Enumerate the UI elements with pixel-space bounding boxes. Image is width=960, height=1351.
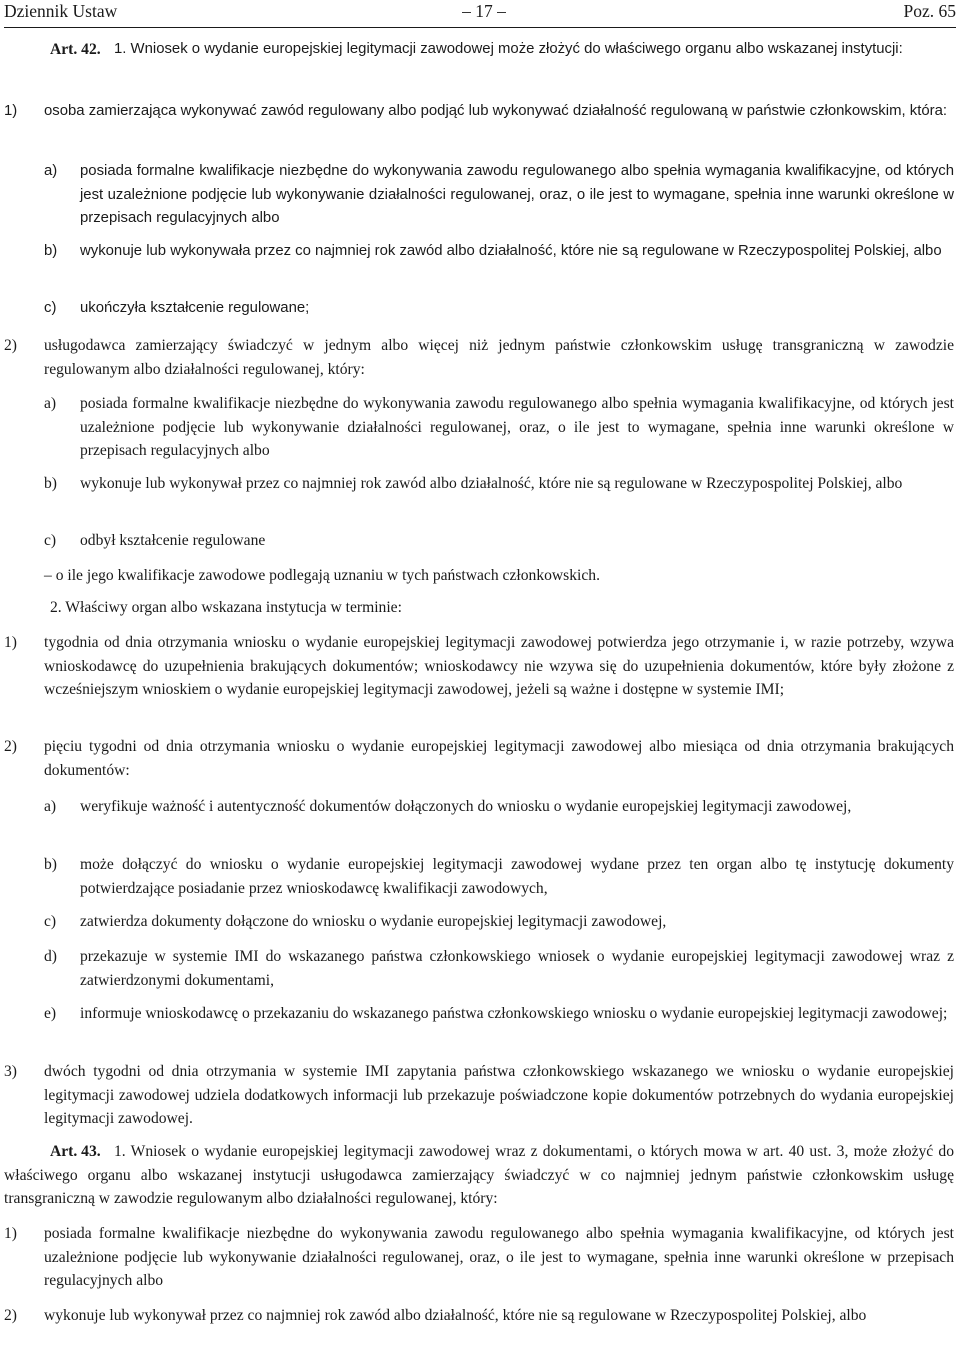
journal-title: Dziennik Ustaw xyxy=(4,1,118,21)
art42-s2-item-1-number: 1) xyxy=(4,634,17,651)
art42-item-1-number: 1) xyxy=(4,103,18,119)
art42-item-1c-text: ukończyła kształcenie regulowane; xyxy=(80,300,310,316)
art42-item-2a-label: a) xyxy=(44,395,57,412)
article-42-label: Art. 42. xyxy=(50,41,101,58)
art42-item-2-number: 2) xyxy=(4,337,17,354)
art42-s2-item-2e-label: e) xyxy=(44,1005,57,1022)
art42-s2-item-2e-text: informuje wnioskodawcę o przekazaniu do wskazanego państwa członkowskiego wniosku o wydanie europejskiej legitymacji zawodowej; xyxy=(80,1005,948,1022)
art43-item-1-text: posiada formalne kwalifikacje niezbędne do wykonywania zawodu regulowanego albo spełnia wymagania kwalifikacyjne, od których jest uzależnione podjęcie lub wykonywanie działalności regulowanej, oraz, o ile jest to wymagane, spełnia inne warunki określone w przepisach regulacyjnych albo xyxy=(44,1225,954,1290)
page-number: – 17 – xyxy=(462,1,506,21)
art42-s2-item-2c-text: zatwierdza dokumenty dołączone do wniosku o wydanie europejskiej legitymacji zawodowej, xyxy=(80,913,667,930)
art42-item-1b-text: wykonuje lub wykonywała przez co najmniej rok zawód albo działalność, które nie są regulowane w Rzeczypospolitej Polskiej, albo xyxy=(80,243,942,259)
art42-item-2a-text: posiada formalne kwalifikacje niezbędne do wykonywania zawodu regulowanego albo spełnia wymagania kwalifikacyjne, od których jest uzależnione podjęcie lub wykonywanie działalności regulowanej, oraz, o ile jest to wymagane, spełnia inne warunki określone w przepisach regulacyjnych albo xyxy=(80,395,954,460)
art42-s2-item-2a-label: a) xyxy=(44,798,57,815)
art42-s2-item-2-number: 2) xyxy=(4,738,17,755)
art42-item-1a-label: a) xyxy=(44,163,58,179)
position-number: Poz. 65 xyxy=(903,1,956,21)
art42-item-1b-label: b) xyxy=(44,243,58,259)
art42-s2-item-1-text: tygodnia od dnia otrzymania wniosku o wydanie europejskiej legitymacji zawodowej potwierdza jego otrzymanie i, w razie potrzeby, wzywa wnioskodawcę do uzupełnienia brakujących dokumentów; wnioskodawcy nie wzywa się do uzupełnienia dokumentów, które były złożone z wcześniejszym wnioskiem o wydanie europejskiej legitymacji zawodowej, jeżeli są ważne i dostępne w systemie IMI; xyxy=(44,634,954,699)
art42-item-2b-label: b) xyxy=(44,475,57,492)
art42-closing-text: – o ile jego kwalifikacje zawodowe podlegają uznaniu w tych państwach członkowskich. xyxy=(44,567,600,584)
header-rule xyxy=(4,27,956,28)
article-42-intro-text: 1. Wniosek o wydanie europejskiej legitymacji zawodowej może złożyć do właściwego organu albo wskazanej instytucji: xyxy=(114,41,903,57)
art43-item-2-number: 2) xyxy=(4,1307,17,1324)
art42-section-2-intro: 2. Właściwy organ albo wskazana instytucja w terminie: xyxy=(50,599,402,616)
art42-s2-item-2a-text: weryfikuje ważność i autentyczność dokumentów dołączonych do wniosku o wydanie europejskiej legitymacji zawodowej, xyxy=(80,798,852,815)
art42-item-2b-text: wykonuje lub wykonywał przez co najmniej rok zawód albo działalność, które nie są regulowane w Rzeczypospolitej Polskiej, albo xyxy=(80,475,903,492)
art42-s2-item-2b-label: b) xyxy=(44,856,57,873)
article-43-label: Art. 43. xyxy=(50,1143,101,1160)
art42-s2-item-2d-text: przekazuje w systemie IMI do wskazanego państwa członkowskiego wniosek o wydanie europejskiej legitymacji zawodowej wraz z zatwierdzonymi dokumentami, xyxy=(80,948,954,989)
art43-item-2-text: wykonuje lub wykonywał przez co najmniej rok zawód albo działalność, które nie są regulowane w Rzeczypospolitej Polskiej, albo xyxy=(44,1307,867,1324)
art42-item-1c-label: c) xyxy=(44,300,57,316)
art42-item-2-text: usługodawca zamierzający świadczyć w jednym albo więcej niż jednym państwie członkowskim usługę transgraniczną w zawodzie regulowanym albo działalności regulowanej, który: xyxy=(44,337,954,378)
art42-item-2c-text: odbył kształcenie regulowane xyxy=(80,532,266,549)
art42-item-1a-text: posiada formalne kwalifikacje niezbędne do wykonywania zawodu regulowanego albo spełnia wymagania kwalifikacyjne, od których jest uzależnione podjęcie lub wykonywanie działalności regulowanej, oraz, o ile jest to wymagane, spełnia inne warunki określone w przepisach regulacyjnych albo xyxy=(80,163,954,227)
art42-s2-item-3-number: 3) xyxy=(4,1063,17,1080)
art42-s2-item-3-text: dwóch tygodni od dnia otrzymania w systemie IMI zapytania państwa członkowskiego wskazanego we wniosku o wydanie europejskiej legitymacji zawodowej udziela dodatkowych informacji lub przekazuje poświadczone kopie dokumentów potrzebnych do wydania europejskiej legitymacji zawodowej. xyxy=(44,1063,954,1128)
art42-s2-item-2b-text: może dołączyć do wniosku o wydanie europejskiej legitymacji zawodowej wydane przez ten organ albo tę instytucję dokumenty potwierdzające posiadanie przez wnioskodawcę kwalifikacji zawodowych, xyxy=(80,856,954,897)
art42-s2-item-2-text: pięciu tygodni od dnia otrzymania wniosku o wydanie europejskiej legitymacji zawodowej albo miesiąca od dnia otrzymania brakujących dokumentów: xyxy=(44,738,954,779)
art42-s2-item-2d-label: d) xyxy=(44,948,57,965)
art42-item-1-text: osoba zamierzająca wykonywać zawód regulowany albo podjąć lub wykonywać działalność regulowaną w państwie członkowskim, która: xyxy=(44,103,947,119)
art43-item-1-number: 1) xyxy=(4,1225,17,1242)
article-43-intro-text: 1. Wniosek o wydanie europejskiej legitymacji zawodowej wraz z dokumentami, o których mowa w art. 40 ust. 3, może złożyć do właściwego organu albo wskazanej instytucji usługodawca zamierzający świadczyć w co najmniej jednym państwie członkowskim usługę transgraniczną w zawodzie regulowanym albo działalności regulowanej, który: xyxy=(4,1143,954,1208)
art42-s2-item-2c-label: c) xyxy=(44,913,57,930)
page-header xyxy=(4,1,956,25)
art42-item-2c-label: c) xyxy=(44,532,57,549)
